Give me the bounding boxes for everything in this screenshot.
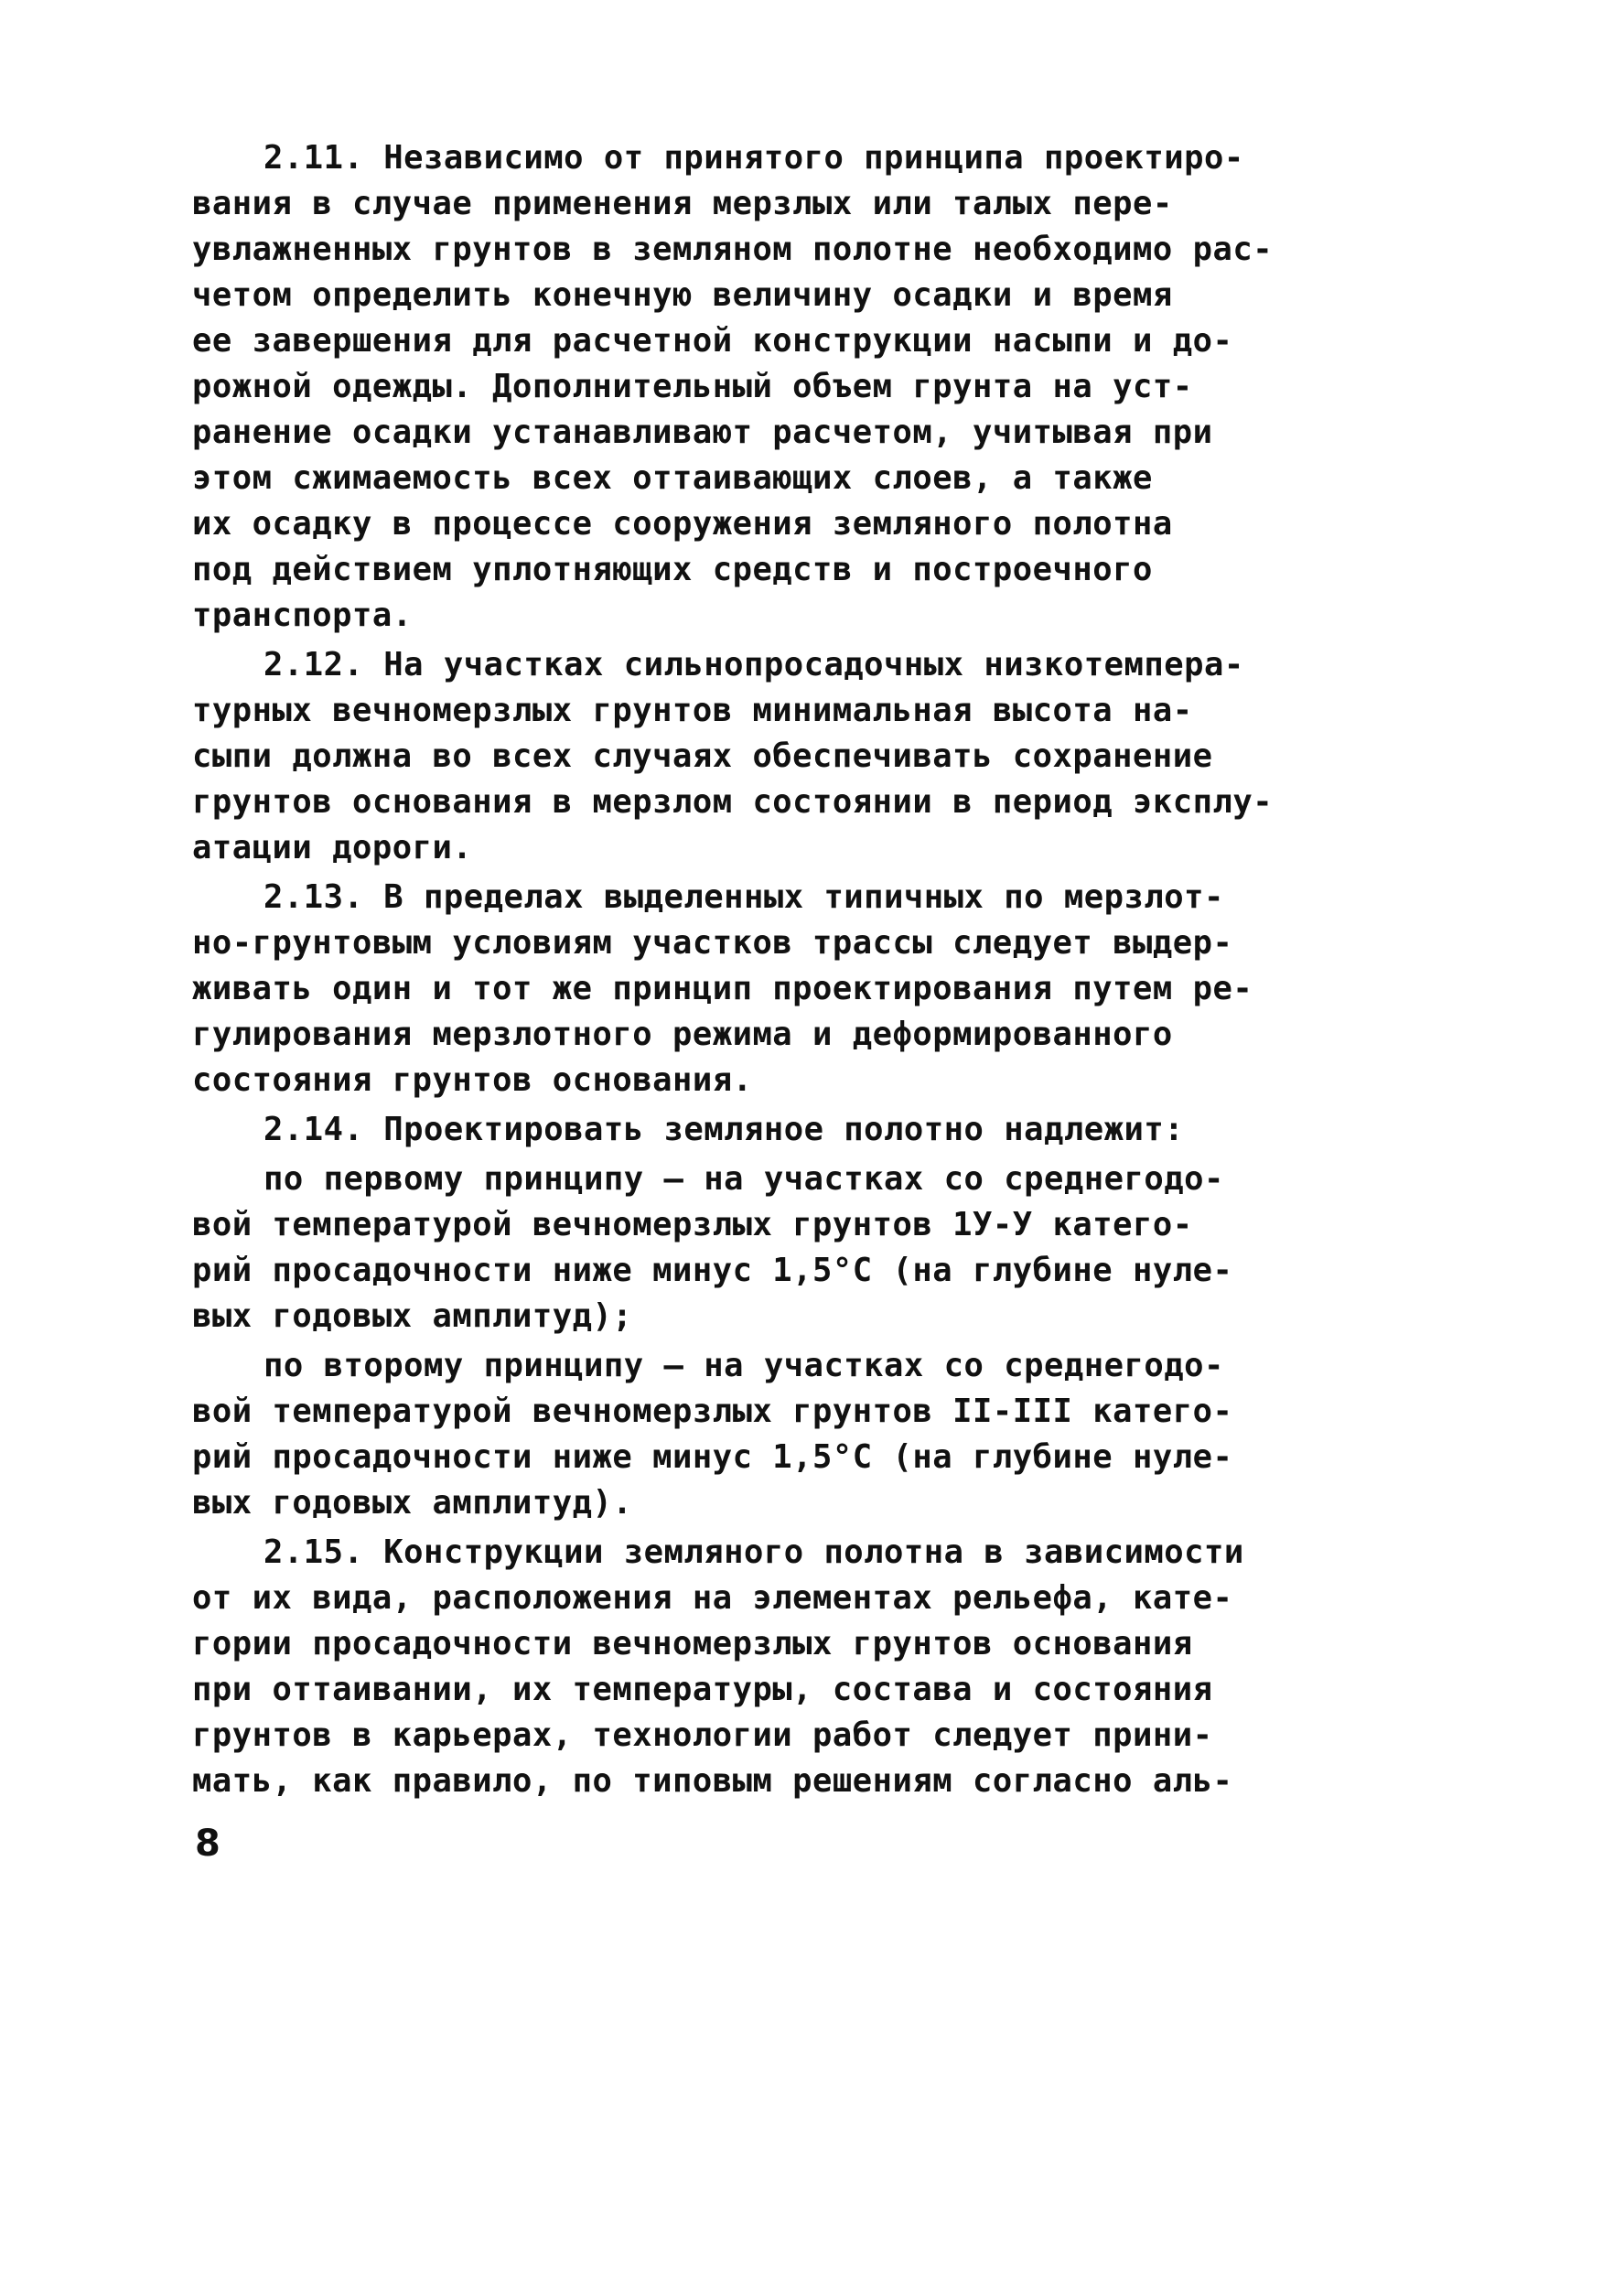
text-line: турных вечномерзлых грунтов минимальная высота на- [192, 692, 1193, 729]
text-line: от их вида, расположения на элементах рельефа, кате- [192, 1579, 1233, 1617]
text-line: 2.14. Проектировать земляное полотно надлежит: [263, 1111, 1185, 1148]
text-line: 2.15. Конструкции земляного полотна в зависимости [263, 1533, 1244, 1571]
text-line: атации дороги. [192, 829, 473, 866]
paragraph-second-principle [192, 1343, 1372, 1526]
paragraph-2-13 [192, 875, 1372, 1103]
text-line: 2.12. На участках сильнопросадочных низкотемпера- [263, 646, 1244, 683]
text-line: транспорта. [192, 597, 413, 634]
text-line: 2.11. Независимо от принятого принципа проектиро- [263, 139, 1244, 177]
text-line: при оттаивании, их температуры, состава и состояния [192, 1671, 1213, 1708]
text-line: увлажненных грунтов в земляном полотне необходимо рас- [192, 231, 1274, 268]
text-line: вой температурой вечномерзлых грунтов 1У-У катего- [192, 1206, 1193, 1243]
text-line: грунтов основания в мерзлом состоянии в период эксплу- [192, 783, 1274, 821]
paragraph-first-principle [192, 1157, 1372, 1339]
text-line: вых годовых амплитуд). [192, 1484, 633, 1522]
document-body [192, 135, 1372, 1808]
text-line: вых годовых амплитуд); [192, 1297, 633, 1335]
paragraph-2-15 [192, 1530, 1372, 1804]
text-line: гулирования мерзлотного режима и деформированного [192, 1016, 1173, 1053]
text-line: по второму принципу – на участках со среднегодо- [263, 1347, 1224, 1384]
text-line: но-грунтовым условиям участков трассы следует выдер- [192, 924, 1233, 962]
text-line: 2.13. В пределах выделенных типичных по мерзлот- [263, 878, 1224, 916]
text-line: ранение осадки устанавливают расчетом, учитывая при [192, 414, 1213, 451]
paragraph-2-11 [192, 135, 1372, 639]
text-line: вой температурой вечномерзлых грунтов II-III катего- [192, 1393, 1233, 1430]
text-line: мать, как правило, по типовым решениям согласно аль- [192, 1762, 1233, 1800]
text-line: рожной одежды. Дополнительный объем грунта на уст- [192, 368, 1193, 405]
paragraph-2-12 [192, 642, 1372, 871]
text-line: их осадку в процессе сооружения земляного полотна [192, 505, 1173, 543]
text-line: грунтов в карьерах, технологии работ следует прини- [192, 1716, 1213, 1754]
text-line: под действием уплотняющих средств и построечного [192, 551, 1153, 588]
text-line: ее завершения для расчетной конструкции насыпи и до- [192, 322, 1233, 360]
text-line: этом сжимаемость всех оттаивающих слоев, а также [192, 459, 1153, 497]
text-line: гории просадочности вечномерзлых грунтов основания [192, 1625, 1193, 1662]
text-line: по первому принципу – на участках со среднегодо- [263, 1160, 1224, 1198]
text-line: четом определить конечную величину осадки и время [192, 276, 1173, 314]
text-line: состояния грунтов основания. [192, 1061, 753, 1099]
text-line: сыпи должна во всех случаях обеспечивать сохранение [192, 737, 1213, 775]
text-line: рий просадочности ниже минус 1,5°С (на глубине нуле- [192, 1438, 1233, 1476]
text-line: рий просадочности ниже минус 1,5°С (на глубине нуле- [192, 1252, 1233, 1289]
paragraph-2-14 [192, 1107, 1372, 1153]
text-line: живать один и тот же принцип проектирования путем ре- [192, 970, 1253, 1007]
text-line: вания в случае применения мерзлых или талых пере- [192, 185, 1173, 222]
page-number: 8 [195, 1823, 220, 1865]
